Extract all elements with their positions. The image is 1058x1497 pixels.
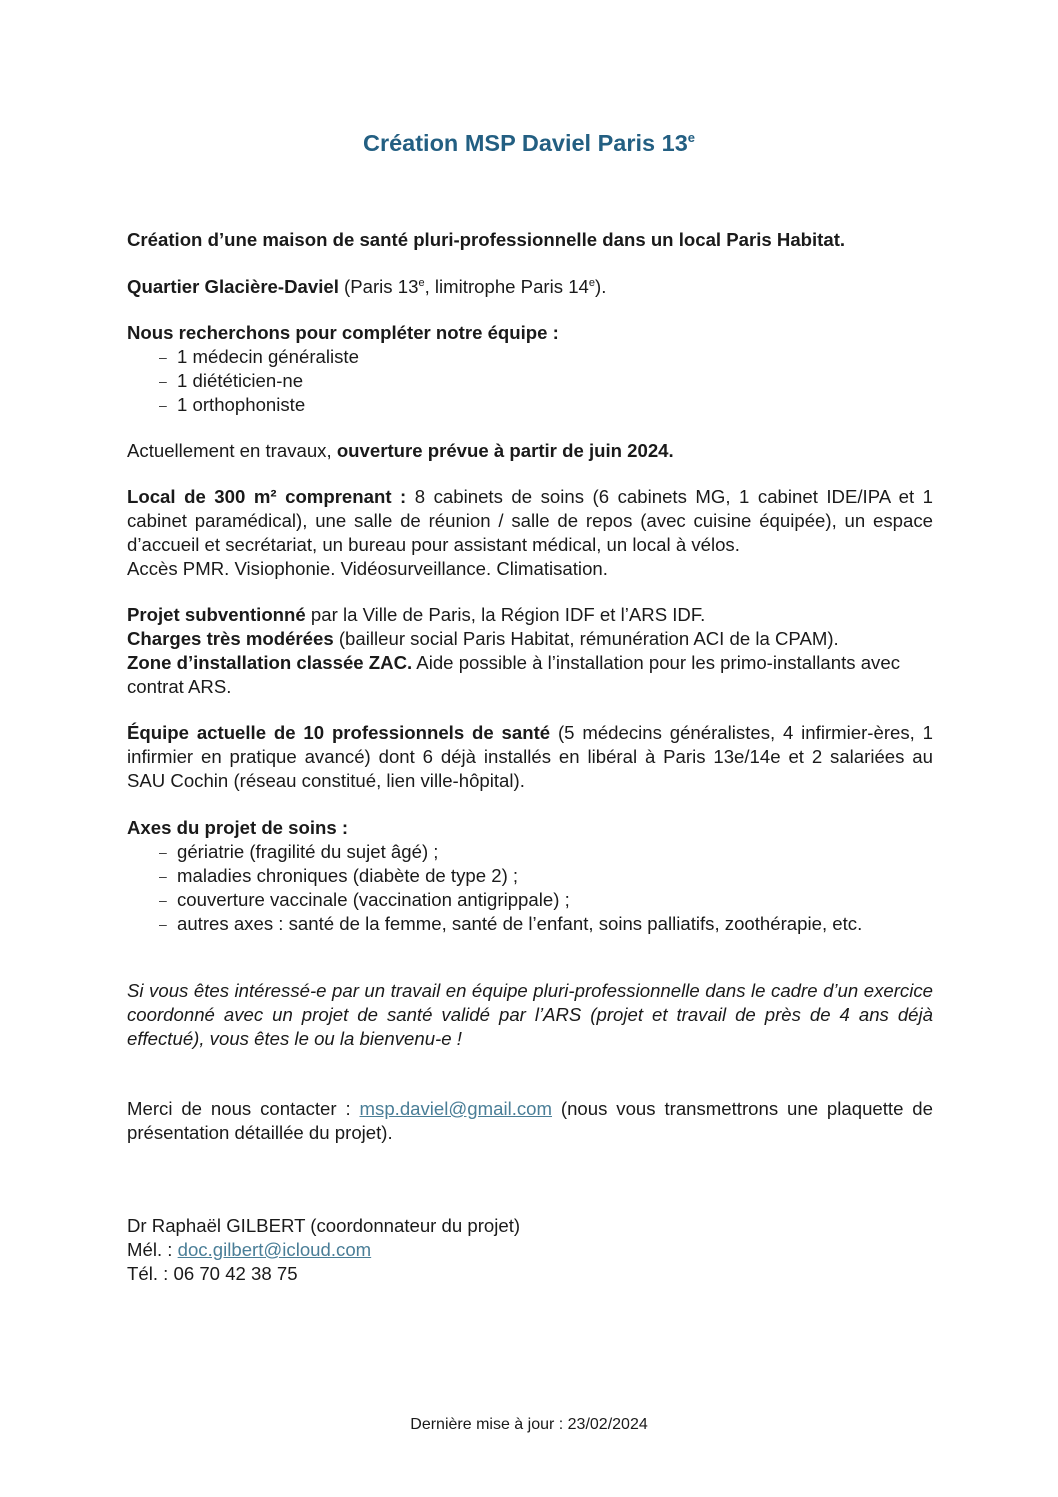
quartier-paragraph — [127, 275, 933, 299]
list-item-text: maladies chroniques (diabète de type 2) ; — [177, 865, 519, 886]
list-item-text: couverture vaccinale (vaccination antigrippale) ; — [177, 889, 570, 910]
dash-bullet-icon: – — [159, 868, 167, 884]
dash-bullet-icon: – — [159, 349, 167, 365]
page-title — [0, 129, 1058, 157]
list-item-text: 1 médecin généraliste — [177, 346, 359, 367]
funding-line-2 — [127, 627, 933, 651]
list-item — [127, 393, 933, 417]
funding-text-3: Aide possible à l’installation pour les primo-installants avec contrat ARS. — [127, 652, 900, 697]
quartier-text-1: (Paris 13 — [338, 276, 419, 297]
funding-text-2: (bailleur social Paris Habitat, rémunération ACI de la CPAM). — [333, 628, 839, 649]
list-item-text: gériatrie (fragilité du sujet âgé) ; — [177, 841, 439, 862]
local-label: Local de 300 m² comprenant : — [127, 486, 407, 507]
quartier-text-2: , limitrophe Paris 14 — [424, 276, 589, 297]
list-item — [127, 345, 933, 369]
dash-bullet-icon: – — [159, 892, 167, 908]
title-superscript: e — [687, 130, 696, 145]
contact-paragraph — [127, 1097, 933, 1145]
funding-line-1 — [127, 603, 933, 627]
dash-bullet-icon: – — [159, 373, 167, 389]
axes-list — [127, 840, 933, 936]
local-access: Accès PMR. Visiophonie. Vidéosurveillance. Climatisation. — [127, 558, 608, 579]
funding-label-3: Zone d’installation classée ZAC. — [127, 652, 413, 673]
signature-name: Dr Raphaël GILBERT (coordonnateur du projet) — [127, 1215, 521, 1236]
list-item — [127, 864, 933, 888]
contact-text: Merci de nous contacter : — [127, 1098, 360, 1119]
local-paragraph — [127, 485, 933, 557]
dash-bullet-icon: – — [159, 916, 167, 932]
signature-email-link[interactable]: doc.gilbert@icloud.com — [177, 1239, 372, 1260]
signature-mail-label: Mél. : — [127, 1239, 178, 1260]
works-opening-date: ouverture prévue à partir de juin 2024. — [336, 440, 674, 461]
funding-section — [127, 603, 933, 699]
recruit-section — [127, 321, 933, 417]
list-item — [127, 888, 933, 912]
dash-bullet-icon: – — [159, 397, 167, 413]
contact-suffix: (nous vous transmettrons une plaquette de présentation détaillée du projet). — [127, 1098, 933, 1143]
list-item-text: 1 orthophoniste — [177, 394, 306, 415]
list-item — [127, 912, 933, 936]
quartier-text-3: ). — [595, 276, 607, 297]
axes-section — [127, 816, 933, 936]
signature-mail — [127, 1238, 933, 1262]
recruit-list — [127, 345, 933, 417]
intro-paragraph: Création d’une maison de santé pluri-professionnelle dans un local Paris Habitat. — [127, 229, 846, 250]
last-update-footer: Dernière mise à jour : 23/02/2024 — [410, 1416, 648, 1433]
works-text: Actuellement en travaux, — [127, 440, 337, 461]
funding-label-1: Projet subventionné — [127, 604, 306, 625]
axes-heading: Axes du projet de soins : — [127, 817, 349, 838]
signature-phone: Tél. : 06 70 42 38 75 — [127, 1263, 298, 1284]
signature-block — [127, 1214, 933, 1286]
list-item-text: 1 diététicien-ne — [177, 370, 304, 391]
quartier-sup-2: e — [588, 277, 596, 289]
local-text: 8 cabinets de soins (6 cabinets MG, 1 cabinet IDE/IPA et 1 cabinet paramédical), une salle de réunion / salle de repos (avec cuisine équipée), un espace d’accueil et secrétariat, un bureau pour assistant médical, un local à vélos. — [127, 486, 934, 555]
contact-email-link[interactable]: msp.daviel@gmail.com — [359, 1098, 553, 1119]
dash-bullet-icon: – — [159, 844, 167, 860]
list-item — [127, 369, 933, 393]
funding-text-1: par la Ville de Paris, la Région IDF et l’ARS IDF. — [305, 604, 706, 625]
funding-label-2: Charges très modérées — [127, 628, 334, 649]
quartier-label: Quartier Glacière-Daviel — [127, 276, 339, 297]
list-item-text: autres axes : santé de la femme, santé de l’enfant, soins palliatifs, zoothérapie, etc. — [177, 913, 863, 934]
title-text: Création MSP Daviel Paris 13 — [362, 130, 688, 156]
team-label: Équipe actuelle de 10 professionnels de santé — [127, 722, 551, 743]
local-section — [127, 485, 933, 581]
team-paragraph — [127, 721, 933, 793]
team-text: (5 médecins généralistes, 4 infirmier-ères, 1 infirmier en pratique avancé) dont 6 déjà installés en libéral à Paris 13e/14e et 2 salariées au SAU Cochin (réseau constitué, lien ville-hôpital). — [127, 722, 933, 791]
quartier-sup-1: e — [418, 277, 425, 289]
list-item — [127, 840, 933, 864]
works-paragraph — [127, 439, 933, 463]
funding-line-3 — [127, 651, 933, 699]
invitation-paragraph: Si vous êtes intéressé-e par un travail en équipe pluri-professionnelle dans le cadre d’un exercice coordonné avec un projet de santé validé par l’ARS (projet et travail de près de 4 ans déjà effectué), vous êtes le ou la bienvenu-e ! — [127, 980, 933, 1049]
recruit-heading: Nous recherchons pour compléter notre équipe : — [127, 322, 559, 343]
